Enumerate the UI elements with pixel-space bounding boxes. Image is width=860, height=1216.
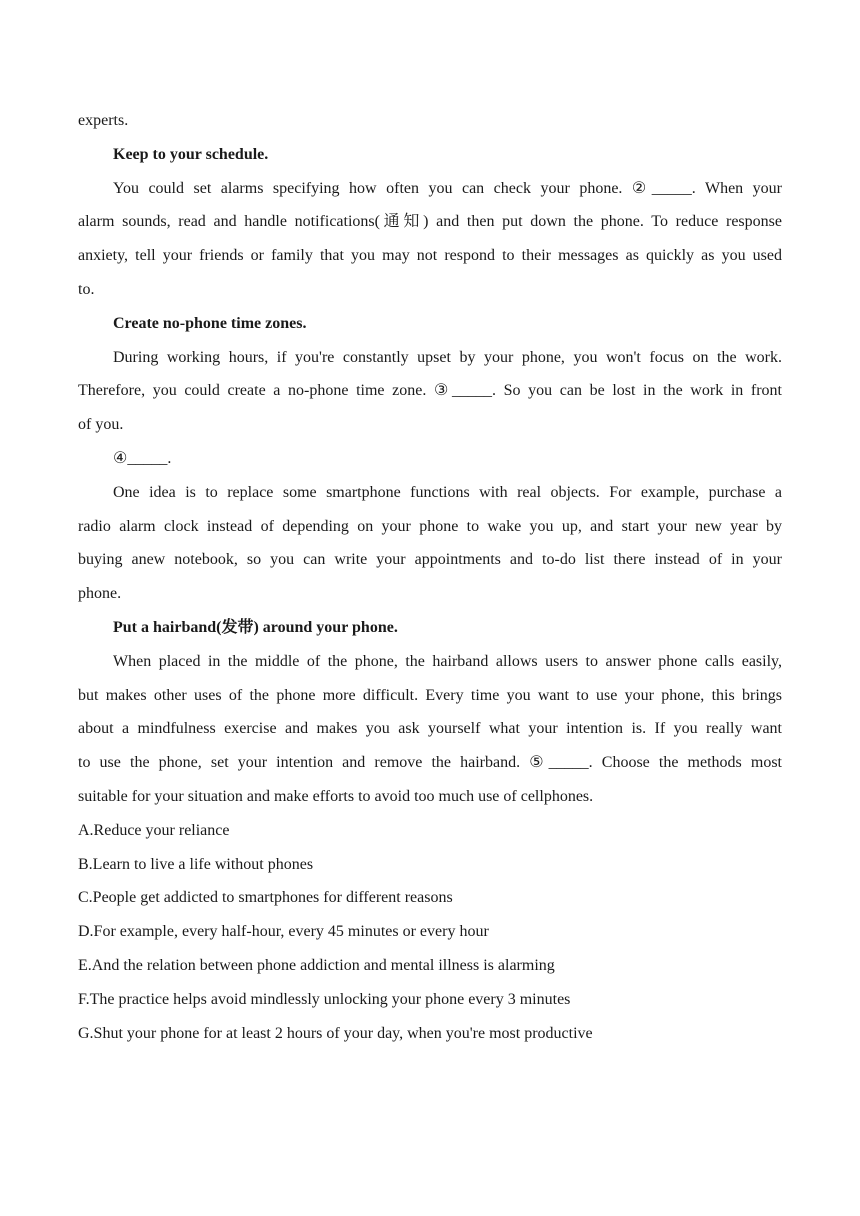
option-d: D.For example, every half-hour, every 45 minutes or every hour — [78, 923, 489, 941]
option-f: F.The practice helps avoid mindlessly unlocking your phone every 3 minutes — [78, 990, 571, 1008]
passage — [78, 104, 782, 1050]
paragraph-line: about a mindfulness exercise and makes you ask yourself what your intention is. If you really want — [78, 720, 782, 738]
paragraph-line: to use the phone, set your intention and remove the hairband. ⑤_____. Choose the methods most — [78, 754, 782, 772]
option-a: A.Reduce your reliance — [78, 821, 230, 839]
section-heading-no-phone-zones: Create no-phone time zones. — [113, 314, 307, 332]
option-c: C.People get addicted to smartphones for different reasons — [78, 889, 453, 907]
option-b: B.Learn to live a life without phones — [78, 855, 314, 873]
paragraph-line: to. — [78, 280, 95, 298]
paragraph-line: buying anew notebook, so you can write your appointments and to-do list there instead of in your — [78, 551, 782, 569]
paragraph-line: anxiety, tell your friends or family that you may not respond to their messages as quickly as you used — [78, 247, 782, 265]
paragraph-line: During working hours, if you're constantly upset by your phone, you won't focus on the work. — [113, 348, 782, 366]
option-e: E.And the relation between phone addiction and mental illness is alarming — [78, 956, 555, 974]
paragraph-line: of you. — [78, 416, 124, 434]
paragraph-line: alarm sounds, read and handle notifications(通知) and then put down the phone. To reduce response — [78, 213, 782, 231]
paragraph-line: but makes other uses of the phone more difficult. Every time you want to use your phone, this brings — [78, 686, 782, 704]
paragraph-line: phone. — [78, 585, 122, 603]
paragraph-line: Therefore, you could create a no-phone time zone. ③_____. So you can be lost in the work in front — [78, 382, 782, 400]
section-heading-hairband: Put a hairband(发带) around your phone. — [113, 618, 398, 636]
intro-tail: experts. — [78, 112, 129, 129]
paragraph-line: When placed in the middle of the phone, the hairband allows users to answer phone calls easily, — [113, 652, 782, 670]
paragraph-line: One idea is to replace some smartphone functions with real objects. For example, purchase a — [113, 483, 782, 501]
paragraph-line: suitable for your situation and make efforts to avoid too much use of cellphones. — [78, 787, 594, 805]
paragraph-line: radio alarm clock instead of depending on your phone to wake you up, and start your new year by — [78, 517, 782, 535]
paragraph-line: You could set alarms specifying how often you can check your phone. ②_____. When your — [113, 179, 782, 197]
section-heading-blank-4: ④_____. — [113, 449, 172, 467]
option-g: G.Shut your phone for at least 2 hours of your day, when you're most productive — [78, 1024, 593, 1042]
section-heading-schedule: Keep to your schedule. — [113, 145, 269, 163]
